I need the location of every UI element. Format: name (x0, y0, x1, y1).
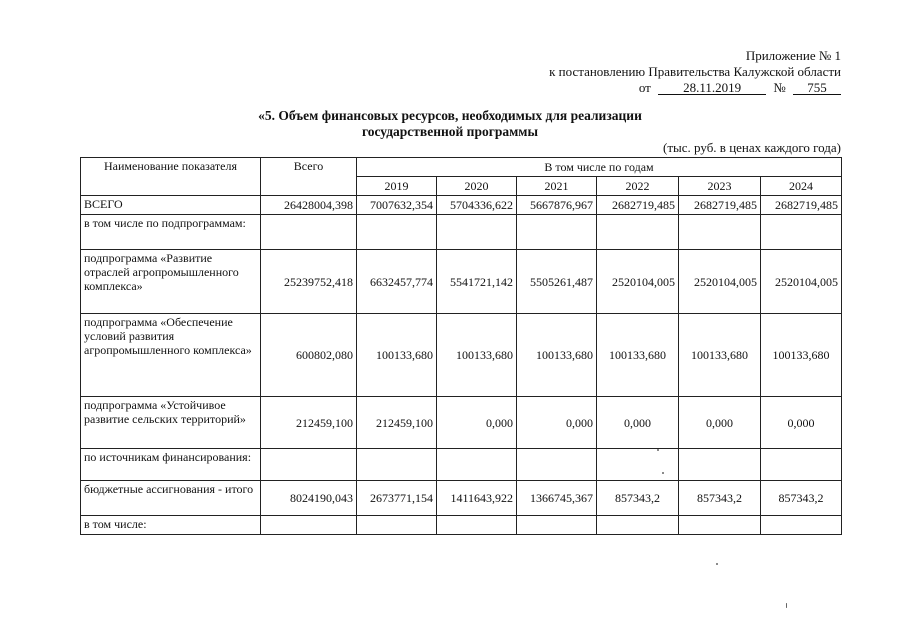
row-year-value: 2682719,485 (597, 196, 679, 215)
row-name: подпрограмма «Устойчивое развитие сельских территорий» (81, 397, 261, 449)
row-year-value (597, 215, 679, 250)
header-year: 2019 (357, 177, 437, 196)
section-title-line1: «5. Объем финансовых ресурсов, необходимых для реализации (258, 108, 642, 123)
table-row (81, 215, 842, 250)
row-total: 26428004,398 (261, 196, 357, 215)
row-year-value: 212459,100 (357, 397, 437, 449)
row-year-value: 0,000 (437, 397, 517, 449)
row-name: подпрограмма «Развитие отраслей агропромышленного комплекса» (81, 250, 261, 314)
row-name: по источникам финансирования: (81, 449, 261, 481)
row-year-value (437, 516, 517, 535)
date-prefix: от (638, 80, 651, 95)
row-year-value (517, 449, 597, 481)
row-year-value: 0,000 (761, 397, 842, 449)
resolution-date: 28.11.2019 (658, 81, 766, 95)
row-year-value: 100133,680 (517, 314, 597, 397)
row-name: в том числе по подпрограммам: (81, 215, 261, 250)
row-year-value: 5667876,967 (517, 196, 597, 215)
table-row (81, 397, 842, 449)
row-total: 8024190,043 (261, 481, 357, 516)
row-year-value (761, 215, 842, 250)
appendix-line1: Приложение № 1 (745, 48, 841, 63)
header-year: 2024 (761, 177, 842, 196)
row-year-value: 5505261,487 (517, 250, 597, 314)
appendix-date-line (639, 80, 841, 96)
row-year-value: 1366745,367 (517, 481, 597, 516)
number-prefix: № (773, 80, 786, 95)
row-total: 600802,080 (261, 314, 357, 397)
row-name: ВСЕГО (81, 196, 261, 215)
row-year-value (679, 516, 761, 535)
row-year-value: 5704336,622 (437, 196, 517, 215)
scan-speck (657, 449, 659, 451)
table-row (81, 314, 842, 397)
row-year-value: 100133,680 (597, 314, 679, 397)
table-row (81, 196, 842, 215)
row-year-value: 0,000 (679, 397, 761, 449)
row-year-value (761, 449, 842, 481)
row-year-value (761, 516, 842, 535)
row-year-value: 100133,680 (437, 314, 517, 397)
row-year-value (357, 215, 437, 250)
row-year-value: 857343,2 (679, 481, 761, 516)
row-year-value: 100133,680 (357, 314, 437, 397)
row-total: 212459,100 (261, 397, 357, 449)
row-year-value (517, 516, 597, 535)
row-year-value: 2520104,005 (761, 250, 842, 314)
financial-resources-table (80, 157, 842, 535)
row-name: подпрограмма «Обеспечение условий развития агропромышленного комплекса» (81, 314, 261, 397)
row-year-value: 2682719,485 (761, 196, 842, 215)
units-note: (тыс. руб. в ценах каждого года) (663, 140, 841, 155)
row-year-value: 2520104,005 (679, 250, 761, 314)
row-year-value (437, 215, 517, 250)
scan-speck (662, 472, 664, 474)
row-year-value: 5541721,142 (437, 250, 517, 314)
row-year-value: 0,000 (597, 397, 679, 449)
header-name: Наименование показателя (81, 158, 261, 196)
row-year-value: 857343,2 (597, 481, 679, 516)
row-year-value (437, 449, 517, 481)
row-year-value: 857343,2 (761, 481, 842, 516)
row-name: в том числе: (81, 516, 261, 535)
row-year-value (679, 449, 761, 481)
appendix-header (549, 48, 841, 96)
row-year-value (357, 516, 437, 535)
row-year-value: 2682719,485 (679, 196, 761, 215)
section-title-line2: государственной программы (361, 124, 539, 139)
table-row (81, 250, 842, 314)
row-year-value: 100133,680 (761, 314, 842, 397)
row-year-value: 100133,680 (679, 314, 761, 397)
row-total (261, 215, 357, 250)
row-year-value (597, 516, 679, 535)
row-total (261, 516, 357, 535)
scan-speck (716, 563, 718, 565)
row-year-value: 2673771,154 (357, 481, 437, 516)
row-total: 25239752,418 (261, 250, 357, 314)
header-total: Всего (261, 158, 357, 196)
row-year-value: 6632457,774 (357, 250, 437, 314)
row-total (261, 449, 357, 481)
row-year-value: 0,000 (517, 397, 597, 449)
row-year-value (357, 449, 437, 481)
row-year-value: 7007632,354 (357, 196, 437, 215)
header-year: 2021 (517, 177, 597, 196)
section-title (170, 108, 730, 140)
header-year: 2023 (679, 177, 761, 196)
row-year-value: 2520104,005 (597, 250, 679, 314)
table-row (81, 481, 842, 516)
row-year-value (517, 215, 597, 250)
table-row (81, 449, 842, 481)
row-name: бюджетные ассигнования - итого (81, 481, 261, 516)
header-year: 2022 (597, 177, 679, 196)
appendix-line2: к постановлению Правительства Калужской области (549, 64, 841, 79)
header-years-group: В том числе по годам (357, 158, 842, 177)
table-row (81, 516, 842, 535)
header-year: 2020 (437, 177, 517, 196)
row-year-value: 1411643,922 (437, 481, 517, 516)
scan-speck (786, 603, 787, 608)
row-year-value (679, 215, 761, 250)
row-year-value (597, 449, 679, 481)
resolution-number: 755 (793, 81, 841, 95)
